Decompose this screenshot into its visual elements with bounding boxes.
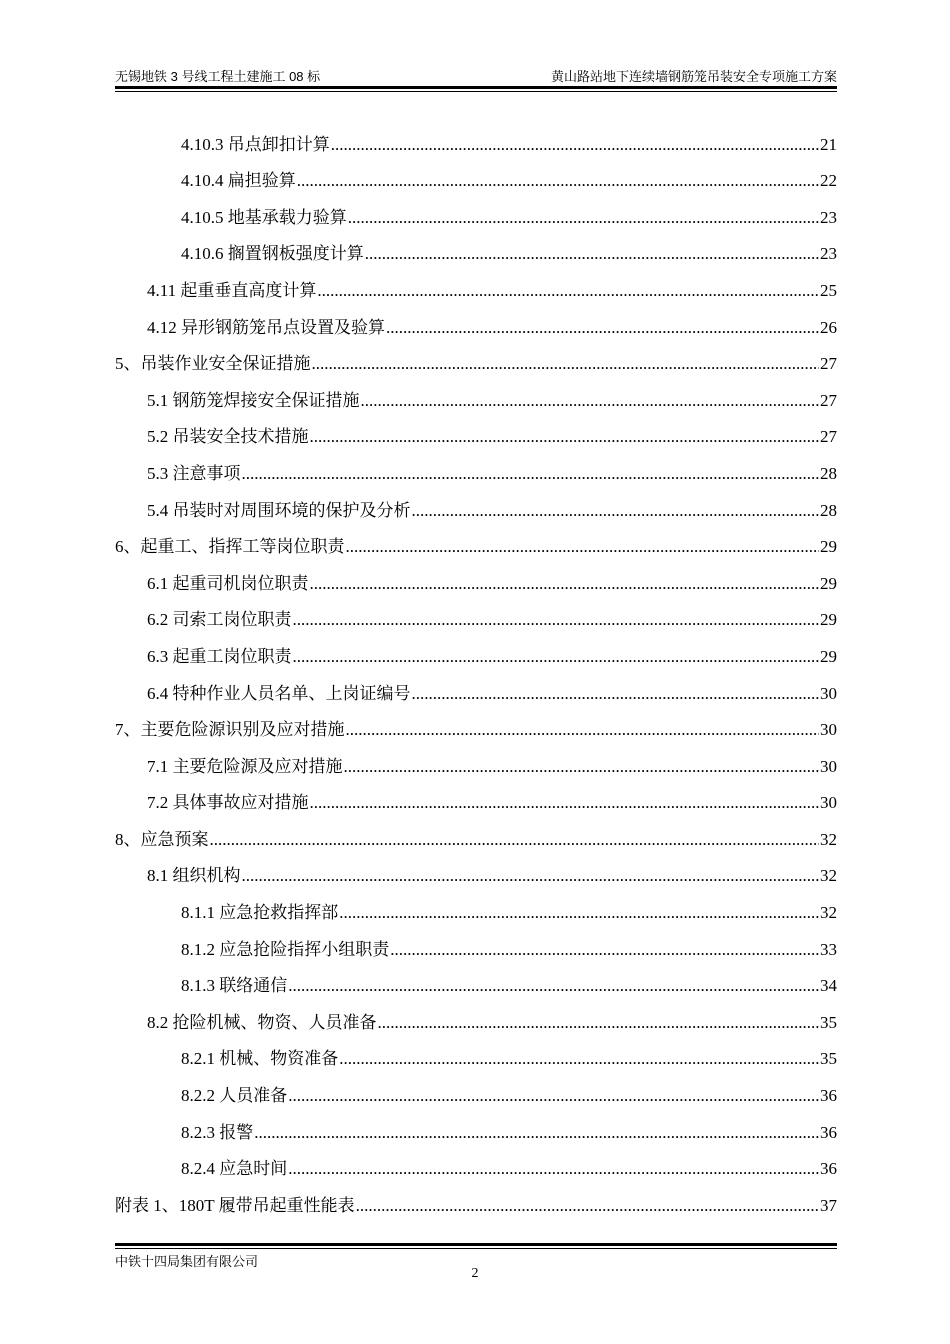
toc-entry-title: 5.3 注意事项	[147, 463, 241, 483]
toc-entry-title: 4.12 异形钢筋笼吊点设置及验算	[147, 317, 385, 337]
page-header	[115, 66, 837, 84]
toc-dot-leader	[288, 976, 819, 996]
toc-entry-page: 26	[820, 317, 837, 337]
toc-entry-page: 23	[820, 207, 837, 227]
toc-entry-page: 36	[820, 1159, 837, 1179]
toc-entry-page: 25	[820, 280, 837, 300]
toc-dot-leader	[378, 1013, 820, 1033]
toc-dot-leader	[293, 647, 820, 667]
header-project-name: 无锡地铁 3 号线工程土建施工 08 标	[115, 69, 321, 84]
toc-entry-title: 4.11 起重垂直高度计算	[147, 280, 317, 300]
toc-entry-title: 8.1 组织机构	[147, 866, 241, 886]
toc-entry[interactable]	[115, 888, 837, 925]
toc-entry-page: 30	[820, 683, 837, 703]
toc-dot-leader	[331, 135, 819, 155]
toc-entry-page: 29	[820, 573, 837, 593]
toc-entry-title: 5.4 吊装时对周围环境的保护及分析	[147, 500, 411, 520]
toc-entry-title: 4.10.3 吊点卸扣计算	[181, 134, 330, 154]
footer-rule-thick	[115, 1243, 837, 1246]
toc-entry-title: 8.2.3 报警	[181, 1122, 254, 1142]
toc-entry-title: 5.1 钢筋笼焊接安全保证措施	[147, 390, 360, 410]
toc-dot-leader	[317, 281, 819, 301]
toc-dot-leader	[339, 903, 819, 923]
toc-dot-leader	[346, 720, 820, 740]
toc-entry-page: 34	[820, 976, 837, 996]
toc-dot-leader	[346, 537, 820, 557]
toc-entry-title: 8.1.2 应急抢险指挥小组职责	[181, 939, 390, 959]
toc-entry-page: 29	[820, 646, 837, 666]
toc-entry-title: 4.10.5 地基承载力验算	[181, 207, 347, 227]
toc-entry[interactable]	[115, 669, 837, 706]
toc-dot-leader	[242, 464, 820, 484]
toc-entry-page: 35	[820, 1012, 837, 1032]
page-number: 2	[471, 1266, 479, 1281]
toc-dot-leader	[348, 208, 819, 228]
toc-entry-page: 28	[820, 500, 837, 520]
toc-entry-page: 27	[820, 427, 837, 447]
toc-entry-title: 4.10.4 扁担验算	[181, 171, 296, 191]
toc-entry-title: 6.4 特种作业人员名单、上岗证编号	[147, 683, 411, 703]
toc-entry-page: 36	[820, 1122, 837, 1142]
header-rule-thick	[115, 86, 837, 89]
toc-entry-title: 7.1 主要危险源及应对措施	[147, 756, 343, 776]
toc-dot-leader	[288, 1159, 819, 1179]
toc-entry-title: 6.2 司索工岗位职责	[147, 610, 292, 630]
toc-dot-leader	[412, 501, 820, 521]
toc-dot-leader	[310, 793, 820, 813]
toc-entry-title: 8.1.1 应急抢救指挥部	[181, 903, 339, 923]
toc-entry-title: 4.10.6 搁置钢板强度计算	[181, 244, 364, 264]
toc-dot-leader	[297, 171, 819, 191]
toc-entry[interactable]	[115, 1181, 837, 1218]
toc-dot-leader	[356, 1196, 819, 1216]
toc-entry[interactable]	[115, 962, 837, 999]
toc-entry-title: 6、起重工、指挥工等岗位职责	[115, 537, 345, 557]
toc-entry[interactable]	[115, 340, 837, 377]
toc-entry-page: 29	[820, 537, 837, 557]
toc-entry[interactable]	[115, 449, 837, 486]
toc-entry[interactable]	[115, 998, 837, 1035]
header-document-title: 黄山路站地下连续墙钢筋笼吊装安全专项施工方案	[550, 69, 837, 84]
toc-entry-page: 33	[820, 939, 837, 959]
toc-entry-page: 30	[820, 793, 837, 813]
toc-entry-page: 29	[820, 610, 837, 630]
toc-entry-title: 6.3 起重工岗位职责	[147, 646, 292, 666]
toc-dot-leader	[365, 244, 819, 264]
toc-entry-page: 27	[820, 354, 837, 374]
toc-entry[interactable]	[115, 120, 837, 157]
toc-entry-title: 6.1 起重司机岗位职责	[147, 573, 309, 593]
toc-entry[interactable]	[115, 266, 837, 303]
toc-entry[interactable]	[115, 596, 837, 633]
toc-entry[interactable]	[115, 815, 837, 852]
toc-dot-leader	[293, 610, 820, 630]
toc-entry[interactable]	[115, 376, 837, 413]
toc-entry[interactable]	[115, 559, 837, 596]
toc-entry[interactable]	[115, 779, 837, 816]
toc-entry[interactable]	[115, 1071, 837, 1108]
toc-entry-title: 8.2 抢险机械、物资、人员准备	[147, 1012, 377, 1032]
toc-entry-page: 36	[820, 1086, 837, 1106]
toc-entry[interactable]	[115, 1035, 837, 1072]
toc-entry-page: 22	[820, 171, 837, 191]
toc-entry-page: 32	[820, 829, 837, 849]
toc-entry[interactable]	[115, 1145, 837, 1182]
toc-entry[interactable]	[115, 413, 837, 450]
toc-entry-page: 23	[820, 244, 837, 264]
toc-dot-leader	[386, 318, 819, 338]
toc-entry[interactable]	[115, 157, 837, 194]
toc-entry-page: 28	[820, 463, 837, 483]
toc-dot-leader	[210, 830, 820, 850]
toc-entry[interactable]	[115, 706, 837, 743]
toc-entry-page: 37	[820, 1195, 837, 1215]
toc-entry-title: 7、主要危险源识别及应对措施	[115, 720, 345, 740]
toc-dot-leader	[288, 1086, 819, 1106]
toc-dot-leader	[412, 684, 820, 704]
toc-entry[interactable]	[115, 852, 837, 889]
toc-entry[interactable]	[115, 303, 837, 340]
toc-dot-leader	[242, 866, 820, 886]
toc-entry-page: 21	[820, 134, 837, 154]
toc-entry[interactable]	[115, 1108, 837, 1145]
toc-entry-page: 30	[820, 720, 837, 740]
toc-entry-title: 5、吊装作业安全保证措施	[115, 354, 311, 374]
toc-dot-leader	[310, 574, 820, 594]
toc-entry[interactable]	[115, 925, 837, 962]
toc-entry-page: 32	[820, 903, 837, 923]
toc-dot-leader	[390, 940, 819, 960]
toc-entry[interactable]	[115, 523, 837, 560]
toc-entry-title: 5.2 吊装安全技术措施	[147, 427, 309, 447]
toc-entry-title: 8.2.2 人员准备	[181, 1086, 288, 1106]
toc-dot-leader	[312, 354, 820, 374]
toc-entry-title: 附表 1、180T 履带吊起重性能表	[115, 1195, 355, 1215]
toc-entry-page: 27	[820, 390, 837, 410]
table-of-contents	[115, 120, 837, 1218]
toc-dot-leader	[361, 391, 820, 411]
toc-entry-title: 8.2.1 机械、物资准备	[181, 1049, 339, 1069]
header-rule-thin	[115, 91, 837, 92]
toc-entry[interactable]	[115, 632, 837, 669]
toc-entry-title: 8.1.3 联络通信	[181, 976, 288, 996]
toc-dot-leader	[339, 1049, 819, 1069]
toc-dot-leader	[310, 427, 820, 447]
toc-entry-title: 8、应急预案	[115, 829, 209, 849]
toc-entry-title: 8.2.4 应急时间	[181, 1159, 288, 1179]
toc-entry-page: 35	[820, 1049, 837, 1069]
footer-company-name: 中铁十四局集团有限公司	[115, 1254, 259, 1269]
footer-rule-thin	[115, 1248, 837, 1249]
toc-dot-leader	[254, 1123, 819, 1143]
toc-entry[interactable]	[115, 486, 837, 523]
toc-entry-title: 7.2 具体事故应对措施	[147, 793, 309, 813]
toc-dot-leader	[344, 757, 820, 777]
toc-entry[interactable]	[115, 193, 837, 230]
toc-entry[interactable]	[115, 742, 837, 779]
toc-entry-page: 30	[820, 756, 837, 776]
toc-entry[interactable]	[115, 230, 837, 267]
toc-entry-page: 32	[820, 866, 837, 886]
